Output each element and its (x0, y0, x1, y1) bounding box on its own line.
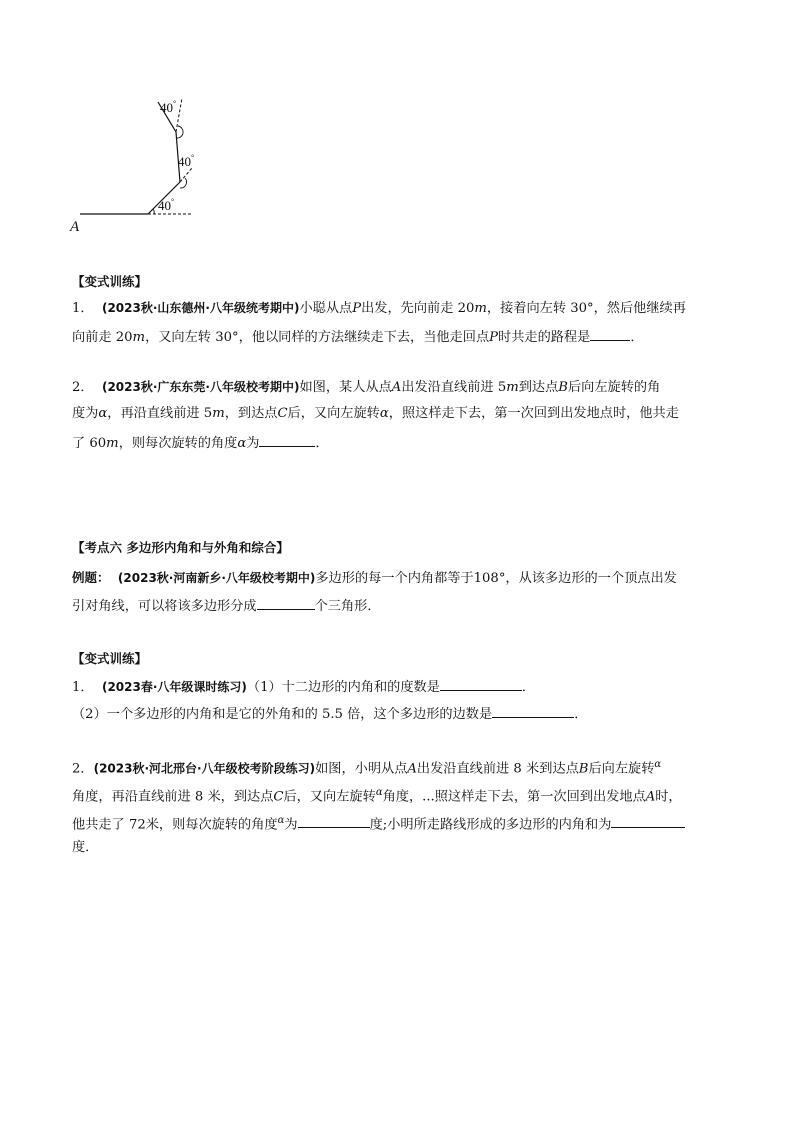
q3-line-1: 1． (2023春·八年级课时练习)（1）十二边形的内角和的度数是 ． (72, 676, 535, 698)
section-heading-topic-6: 【考点六 多边形内角和与外角和综合】 (72, 540, 289, 555)
section-heading-variant-2: 【变式训练】 (72, 651, 148, 666)
q4-line-4: 度． (72, 840, 99, 855)
q1-line-1: 1． (2023秋·山东德州·八年级统考期中)小聪从点P出发，先向前走 20m，接着向左转 30°，然后他继续再 (72, 301, 686, 316)
answer-blank[interactable] (257, 595, 315, 610)
example-source: (2023秋·河南新乡·八年级校考期中) (117, 571, 316, 585)
q2-line-3: 了 60m，则每次旋转的角度α为 ． (72, 432, 329, 454)
q1-line-2: 向前走 20m，又向左转 30°，他以同样的方法继续走下去，当他走回点P时共走的路程是 ． (72, 326, 644, 348)
angle-arc-2 (180, 178, 187, 188)
angle-arc-1 (153, 209, 154, 214)
walking-path-figure (66, 88, 226, 238)
q3-source: (2023春·八年级课时练习) (101, 680, 247, 694)
answer-blank[interactable] (492, 703, 574, 718)
example-line-2: 引对角线，可以将该多边形分成 个三角形． (72, 595, 381, 617)
example-label: 例题： (72, 570, 110, 585)
q1-source: (2023秋·山东德州·八年级统考期中) (101, 301, 300, 315)
q4-line-1: 2．(2023秋·河北邢台·八年级校考阶段练习)如图，小明从点A出发沿直线前进 8 米到达点B后向左旋转$^\alpha$ (72, 759, 662, 777)
answer-blank[interactable] (259, 432, 315, 447)
q4-line-3: 他共走了 72米，则每次旋转的角度$^\alpha$为 度;小明所走路线形成的多边形的内角和为 (72, 811, 685, 835)
q4-line-2: 角度，再沿直线前进 8 米，到达点C后，又向左旋转$^\alpha$角度，...照这样走下去，第一次回到出发地点A时， (72, 787, 682, 805)
angle-arc-3 (176, 126, 183, 138)
answer-blank[interactable] (590, 326, 630, 341)
q2-line-2: 度为α，再沿直线前进 5m，到达点C后，又向左旋转α，照这样走下去，第一次回到出发地点时，他共走 (72, 406, 679, 421)
point-label-a: A (70, 219, 80, 235)
angle-label-1: 40° (158, 197, 175, 213)
answer-blank[interactable] (611, 813, 685, 828)
q4-source: (2023秋·河北邢台·八年级校考阶段练习) (93, 761, 316, 776)
path-diagram (66, 88, 226, 238)
answer-blank[interactable] (440, 676, 522, 691)
section-heading-variant-1: 【变式训练】 (72, 274, 148, 289)
q2-source: (2023秋·广东东莞·八年级校考期中) (101, 380, 300, 394)
angle-label-3: 40° (160, 99, 177, 115)
q2-line-1: 2． (2023秋·广东东莞·八年级校考期中)如图，某人从点A出发沿直线前进 5m到达点B后向左旋转的角 (72, 380, 661, 395)
q3-line-2: （2）一个多边形的内角和是它的外角和的 5.5 倍，这个多边形的边数是 ． (72, 703, 587, 725)
angle-label-2: 40° (178, 153, 195, 169)
answer-blank[interactable] (298, 813, 370, 828)
example-line-1: 例题： (2023秋·河南新乡·八年级校考期中)多边形的每一个内角都等于108°，从该多边形的一个顶点出发 (72, 570, 677, 586)
